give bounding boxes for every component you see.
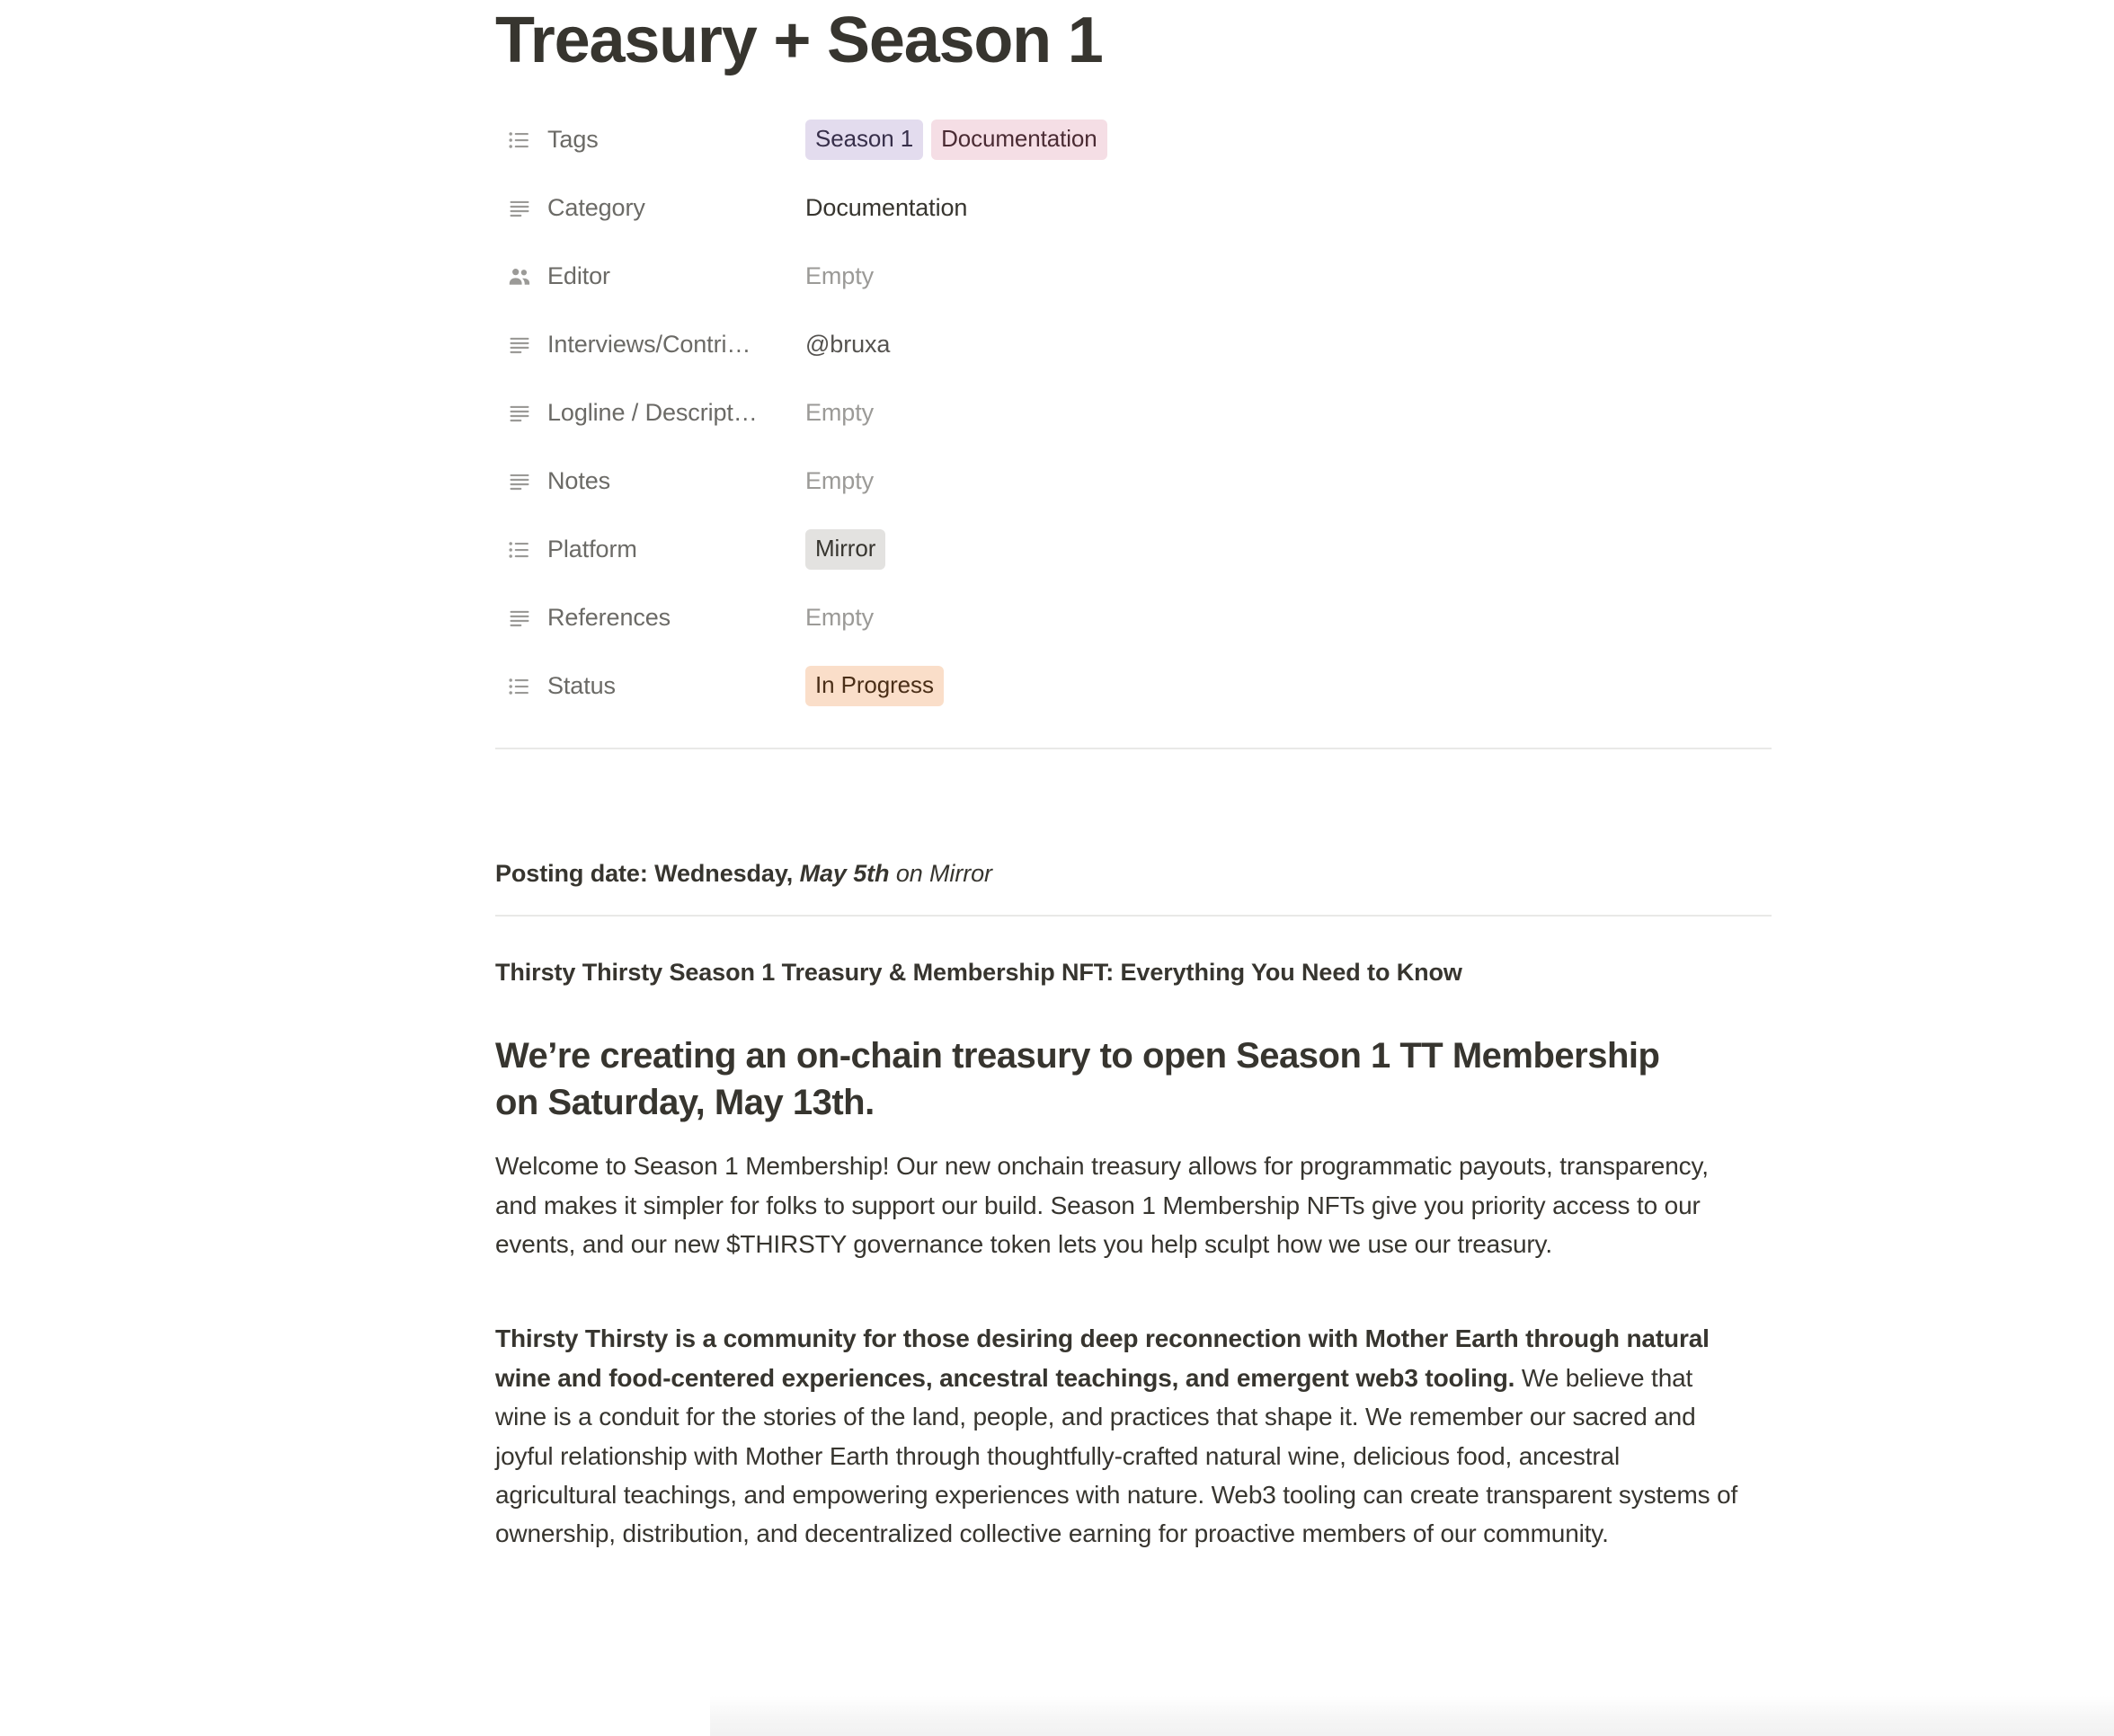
property-empty-value: Empty [805,467,875,495]
property-name-logline[interactable] [495,398,805,427]
property-value-logline[interactable] [805,399,1772,427]
property-row-editor[interactable] [495,252,1772,302]
posting-date-bold: Posting date: Wednesday, [495,859,794,887]
list-icon [506,673,533,700]
property-value-references[interactable] [805,604,1772,632]
paragraph-2-rest: We believe that wine is a conduit for the stories of the land, people, and practices that shape it. We remember our sacred and joyful relationship with Mother Earth through thoughtfully-crafted natural wine, delicious food, ancestral agricultural teachings, and empowering experiences with nature. Web3 tooling can create transparent systems of ownership, distribution, and decentralized collective earning for proactive members of our community. [495,1363,1738,1548]
text-icon [506,605,533,632]
text-icon [506,468,533,495]
text-icon [506,195,533,222]
property-text-value: Documentation [805,194,968,222]
property-label: Editor [547,262,610,290]
property-label: Status [547,672,616,700]
property-value-editor[interactable] [805,262,1772,290]
property-row-platform[interactable] [495,525,1772,575]
property-value-category[interactable] [805,194,1772,222]
platform-pill-mirror[interactable]: Mirror [805,529,885,570]
property-row-category[interactable] [495,183,1772,234]
article-paragraph-1: Welcome to Season 1 Membership! Our new onchain treasury allows for programmatic payouts, transparency, and makes it simpler for folks to support our build. Season 1 Membership NFTs give you priority access to our events, and our new $THIRSTY governance token lets you help sculpt how we use our treasury. [495,1152,1709,1258]
posting-date-line [495,855,1772,892]
property-row-references[interactable] [495,593,1772,643]
property-label: Category [547,194,645,222]
property-row-tags[interactable] [495,115,1772,165]
posting-date-day: May 5th [799,859,890,887]
article-subtitle: Thirsty Thirsty Season 1 Treasury & Membership NFT: Everything You Need to Know [495,959,1462,987]
posting-date-platform: on Mirror [895,859,992,887]
bottom-fade-overlay [710,1696,2114,1736]
posting-divider [495,915,1772,917]
property-name-editor[interactable] [495,261,805,290]
text-icon [506,400,533,427]
property-label: Logline / Descript… [547,399,758,427]
article-heading: We’re creating an on-chain treasury to open Season 1 TT Membership on Saturday, May 13th. [495,1035,1660,1123]
text-icon [506,332,533,359]
property-label: Platform [547,536,637,563]
property-label: Interviews/Contri… [547,331,751,359]
property-value-interviews[interactable] [805,331,1772,359]
property-value-platform[interactable] [805,529,1772,570]
property-label: References [547,604,671,632]
property-row-notes[interactable] [495,456,1772,507]
property-name-platform[interactable] [495,535,805,563]
mention-bruxa: @bruxa [805,331,891,359]
page-content [495,0,1772,1554]
property-name-category[interactable] [495,193,805,222]
property-empty-value: Empty [805,262,875,290]
property-empty-value: Empty [805,399,875,427]
paragraph-2-bold-lead: Thirsty Thirsty is a community for those desiring deep reconnection with Mother Earth through natural wine and food-centered experiences, ancestral teachings, and emergent web3 tooling. [495,1324,1710,1392]
property-value-notes[interactable] [805,467,1772,495]
property-value-status[interactable] [805,666,1772,706]
property-row-status[interactable] [495,661,1772,712]
property-name-notes[interactable] [495,466,805,495]
tag-pill-season-1[interactable]: Season 1 [805,120,923,160]
property-list [495,115,1772,712]
property-value-tags[interactable] [805,120,1772,160]
properties-divider [495,748,1772,749]
property-row-logline[interactable] [495,388,1772,438]
property-name-interviews[interactable] [495,330,805,359]
status-badge[interactable]: In Progress [805,666,944,706]
page-title[interactable]: Treasury + Season 1 [495,4,1103,76]
list-icon [506,536,533,563]
property-name-references[interactable] [495,603,805,632]
people-icon [506,263,533,290]
property-row-interviews[interactable] [495,320,1772,370]
property-empty-value: Empty [805,604,875,632]
property-name-tags[interactable] [495,125,805,154]
property-label: Tags [547,126,599,154]
article-paragraph-2 [495,1319,1745,1553]
list-icon [506,127,533,154]
property-name-status[interactable] [495,671,805,700]
property-label: Notes [547,467,611,495]
tag-pill-documentation[interactable]: Documentation [931,120,1107,160]
